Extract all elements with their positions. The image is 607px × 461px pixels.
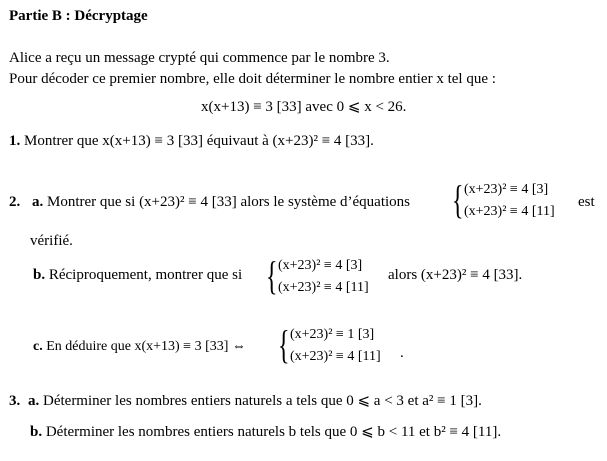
- question-2a-system-row-1: (x+23)² ≡ 4 [3]: [464, 182, 549, 197]
- question-3b-text: Déterminer les nombres entiers naturels b tels que 0 ⩽ b < 11 et b² ≡ 4 [11].: [45, 424, 502, 440]
- question-2c-label: c.: [33, 339, 43, 354]
- question-2-number: 2.: [9, 194, 21, 210]
- question-2b-system-row-2: (x+23)² ≡ 4 [11]: [278, 280, 369, 295]
- question-3a-text: Déterminer les nombres entiers naturels a tels que 0 ⩽ a < 3 et a² ≡ 1 [3].: [43, 393, 482, 409]
- question-2a-label: a.: [32, 194, 44, 210]
- question-2c: [33, 340, 246, 354]
- question-1-number: 1.: [9, 133, 21, 149]
- question-2a: [9, 195, 410, 210]
- question-2b-system: [266, 253, 384, 300]
- intro-line-1: Alice a reçu un message crypté qui commence par le nombre 3.: [9, 50, 390, 66]
- question-1: [9, 134, 374, 149]
- question-2b-label: b.: [33, 267, 46, 283]
- question-2c-system-row-1: (x+23)² ≡ 1 [3]: [290, 327, 375, 342]
- intro-line-2: Pour décoder ce premier nombre, elle doit déterminer le nombre entier x tel que :: [9, 71, 496, 87]
- question-2c-text: En déduire que x(x+13) ≡ 3 [33] ⇔: [46, 339, 246, 354]
- question-2c-tail: .: [400, 345, 404, 361]
- question-3b-label: b.: [30, 424, 43, 440]
- question-2c-system-row-2: (x+23)² ≡ 4 [11]: [290, 349, 381, 364]
- question-2c-system: [278, 322, 400, 369]
- question-3b: [30, 425, 501, 440]
- section-title: Partie B : Décryptage: [9, 8, 148, 24]
- question-1-text: Montrer que x(x+13) ≡ 3 [33] équivaut à (x+23)² ≡ 4 [33].: [24, 133, 374, 149]
- question-2a-continuation: vérifié.: [30, 233, 73, 249]
- question-3a-label: a.: [28, 393, 40, 409]
- question-3a: [9, 394, 482, 409]
- question-2b-system-row-1: (x+23)² ≡ 4 [3]: [278, 258, 363, 273]
- question-2a-tail: est: [578, 194, 595, 210]
- system-brace-icon: {: [452, 177, 464, 222]
- system-brace-icon: {: [278, 322, 290, 367]
- question-2a-system: [452, 177, 576, 224]
- system-brace-icon: {: [266, 253, 278, 298]
- question-2a-text: Montrer que si (x+23)² ≡ 4 [33] alors le système d’équations: [47, 194, 411, 210]
- question-2b-tail: alors (x+23)² ≡ 4 [33].: [388, 267, 523, 283]
- intro-equation: x(x+13) ≡ 3 [33] avec 0 ⩽ x < 26.: [201, 99, 407, 115]
- question-3-number: 3.: [9, 393, 21, 409]
- question-2a-system-row-2: (x+23)² ≡ 4 [11]: [464, 204, 555, 219]
- question-2b: [33, 268, 242, 283]
- question-2b-text: Réciproquement, montrer que si: [48, 267, 243, 283]
